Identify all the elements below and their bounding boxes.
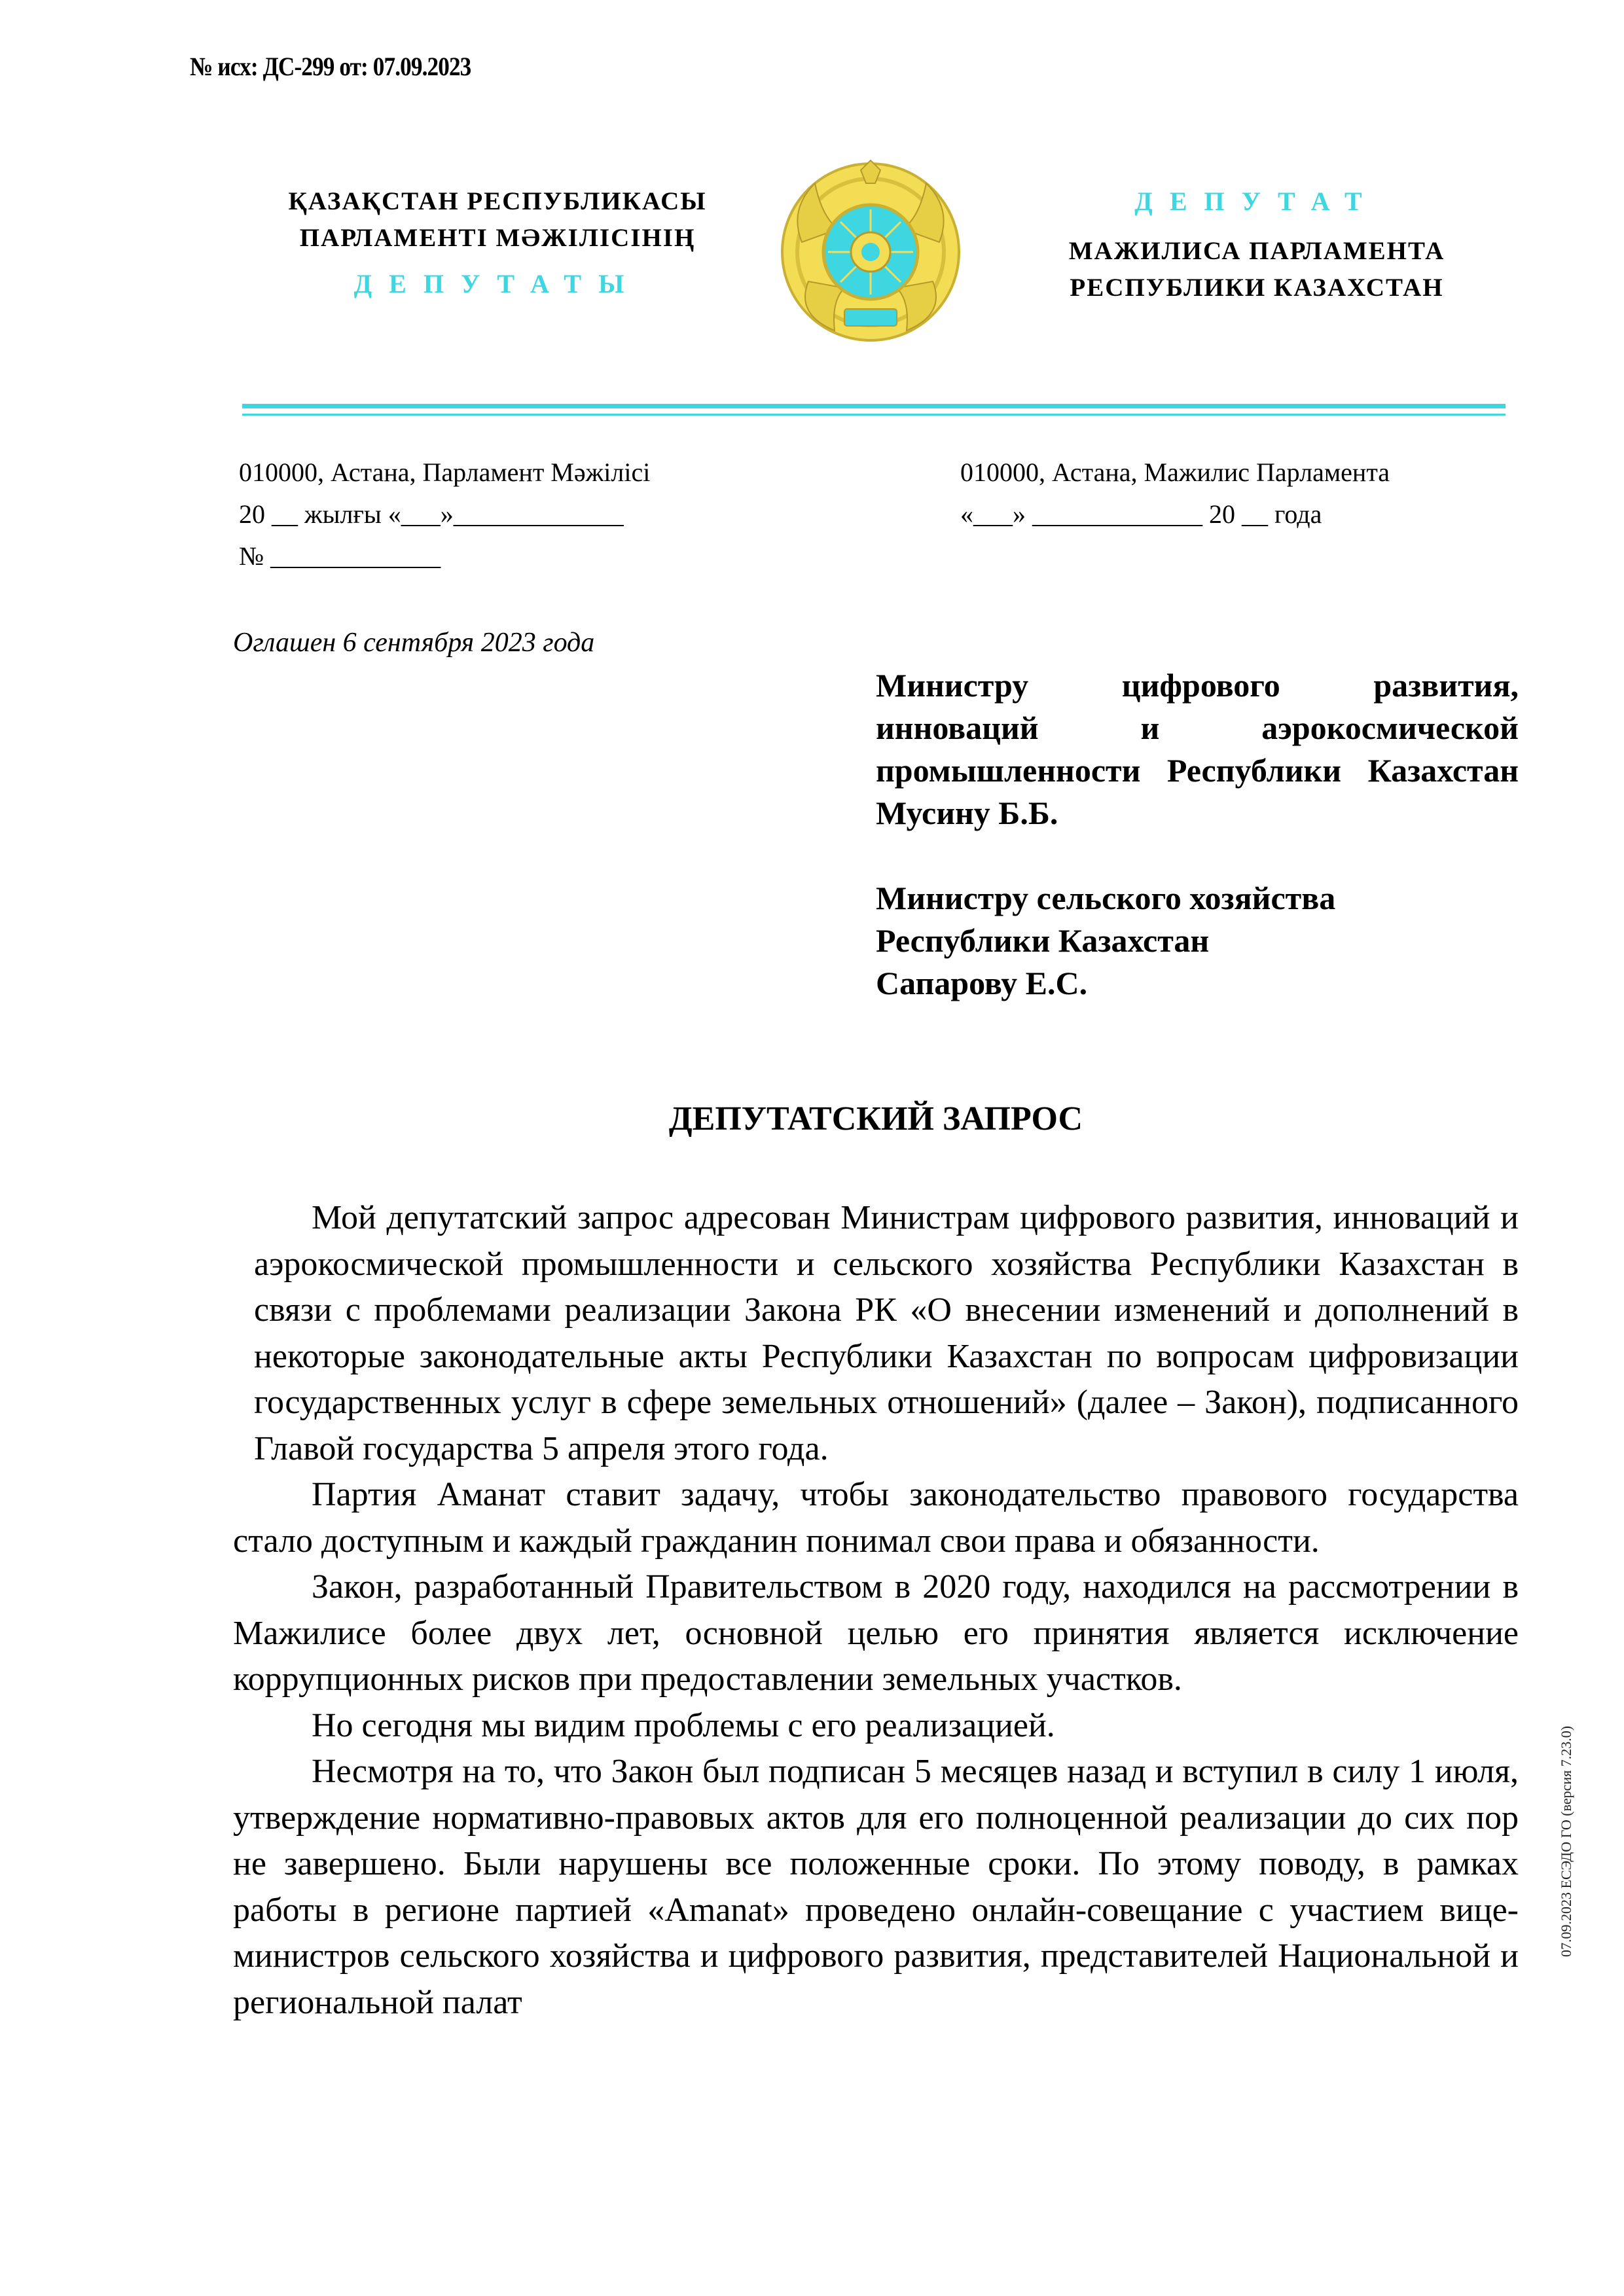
address-right-line2: «___» _____________ 20 __ года	[960, 499, 1322, 529]
address-left-line2: 20 __ жылғы «___»_____________	[239, 499, 624, 529]
header-right	[1008, 183, 1506, 306]
announced-date: Оглашен 6 сентября 2023 года	[233, 628, 595, 658]
recipients	[876, 664, 1519, 1005]
side-registration-stamp: 07.09.2023 ЕСЭДО ГО (версия 7.23.0)	[1558, 1725, 1574, 1957]
paragraph: Несмотря на то, что Закон был подписан 5 месяцев назад и вступил в силу 1 июля, утверждение нормативно-правовых актов для его полноценной реализации до сих пор не завершено. Были нарушены все положенные сроки. По этому поводу, в рамках работы в регионе партией «Amanat» проведено онлайн-совещание с участием вице-министров сельского хозяйства и цифрового развития, представителей Национальной и региональной палат	[233, 1753, 1519, 2021]
address-left-line3: № _____________	[239, 541, 441, 571]
outgoing-number: № исх: ДС-299 от: 07.09.2023	[190, 52, 471, 81]
header-left-line1: ҚАЗАҚСТАН РЕСПУБЛИКАСЫ	[288, 187, 707, 215]
paragraph: Мой депутатский запрос адресован Министрам цифрового развития, инноваций и аэрокосмической промышленности и сельского хозяйства Республики Казахстан в связи с проблемами реализации Закона РК «О внесении изменений и дополнений в некоторые законодательные акты Республики Казахстан по вопросам цифровизации государственных услуг в сфере земельных отношений» (далее – Закон), подписанного Главой государства 5 апреля этого года.	[254, 1199, 1519, 1467]
document-title: ДЕПУТАТСКИЙ ЗАПРОС	[668, 1100, 1083, 1138]
recipient-first: Министру цифрового развития, инноваций и аэрокосмической промышленности Республики Казахстан Мусину Б.Б.	[876, 667, 1519, 831]
recipient-second-line3: Сапарову Е.С.	[876, 965, 1088, 1001]
header-left-deputy: ДЕПУТАТЫ	[353, 269, 641, 298]
header-divider-thin	[242, 414, 1506, 416]
recipient-second-line2: Республики Казахстан	[876, 922, 1210, 959]
header-right-line2: РЕСПУБЛИКИ КАЗАХСТАН	[1070, 274, 1444, 302]
header-divider-thick	[242, 404, 1506, 408]
address-right	[960, 452, 1390, 535]
address-left	[239, 452, 650, 577]
header-left-line2: ПАРЛАМЕНТІ МӘЖІЛІСІНІҢ	[299, 224, 696, 252]
header-left	[249, 183, 746, 302]
header-right-line1: МАЖИЛИСА ПАРЛАМЕНТА	[1068, 237, 1445, 265]
document-body	[233, 1195, 1519, 2026]
address-left-line1: 010000, Астана, Парламент Мәжілісі	[239, 457, 651, 487]
paragraph: Закон, разработанный Правительством в 2020 году, находился на рассмотрении в Мажилисе более двух лет, основной целью его принятия является исключение коррупционных рисков при предоставлении земельных участков.	[233, 1568, 1519, 1698]
paragraph: Но сегодня мы видим проблемы с его реализацией.	[312, 1706, 1055, 1744]
paragraph: Партия Аманат ставит задачу, чтобы законодательство правового государства стало доступным и каждый гражданин понимал свои права и обязанности.	[233, 1476, 1519, 1560]
recipient-second-line1: Министру сельского хозяйства	[876, 880, 1336, 916]
address-right-line1: 010000, Астана, Мажилис Парламента	[960, 457, 1390, 487]
header-right-deputy: ДЕПУТАТ	[1134, 187, 1379, 216]
kazakhstan-emblem-icon	[776, 157, 965, 347]
